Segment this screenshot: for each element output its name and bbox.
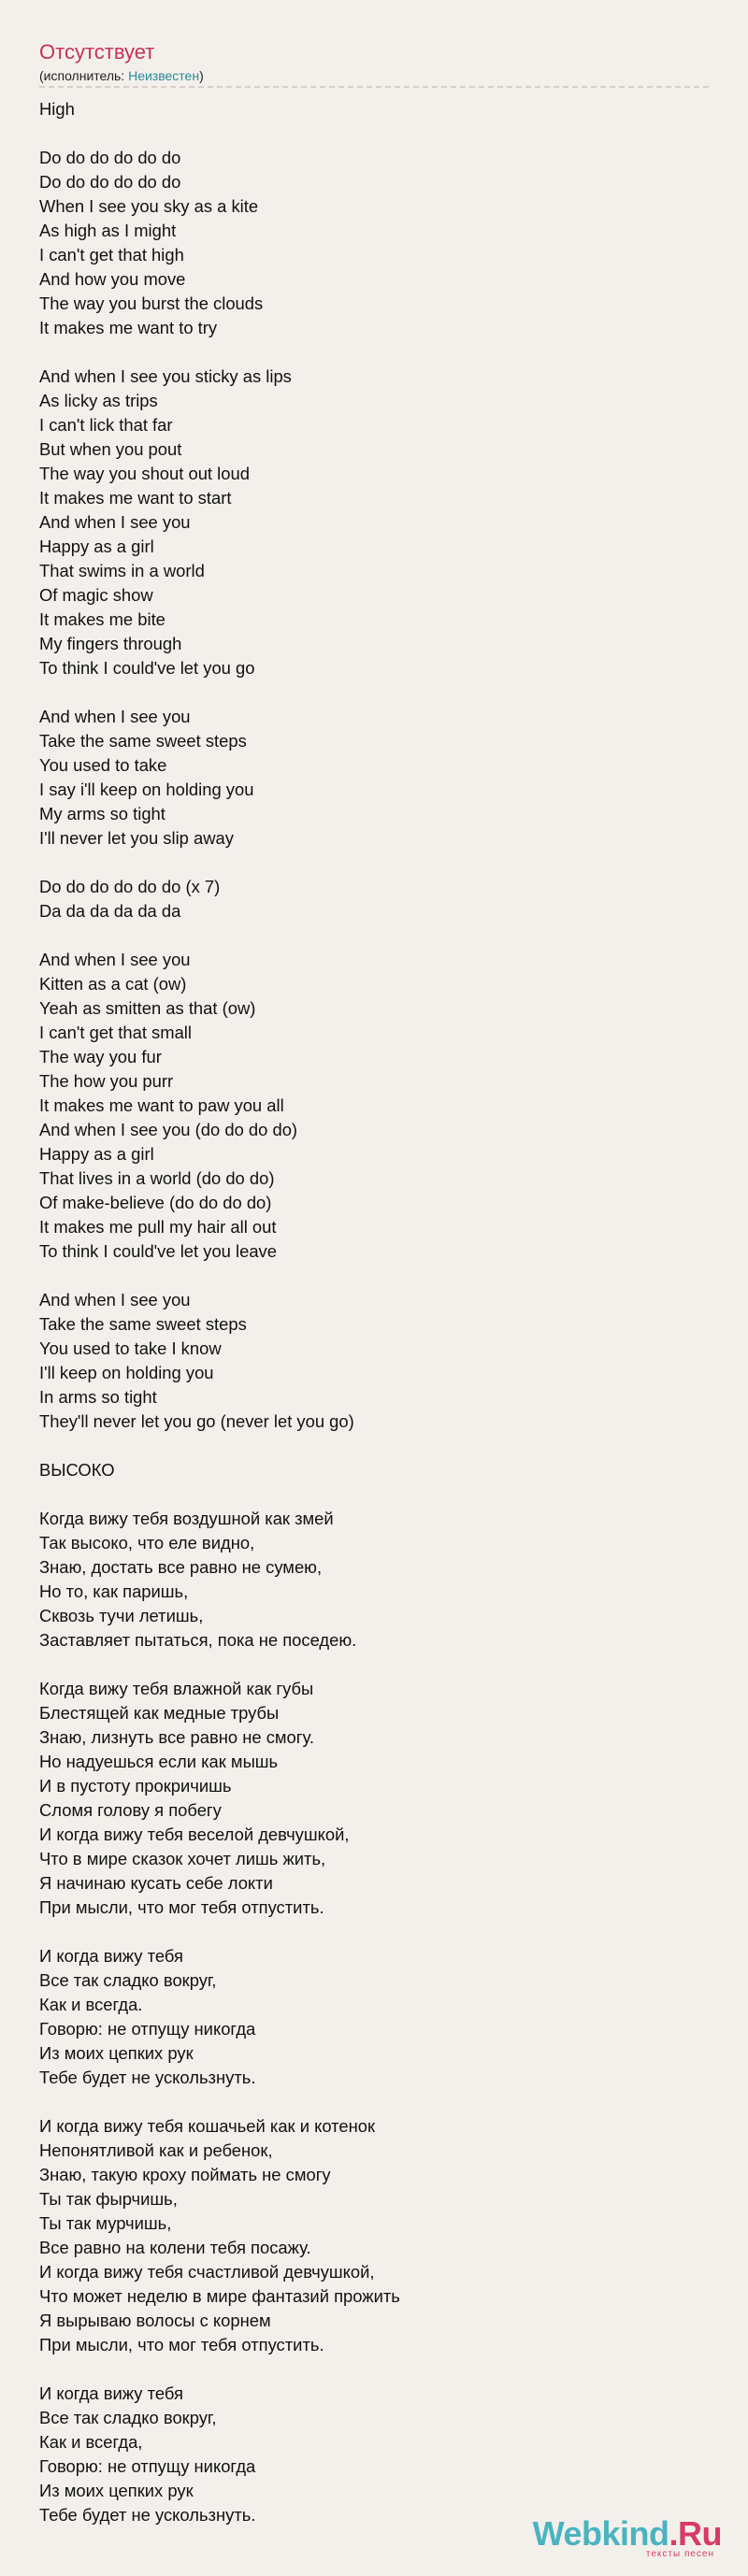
lyric-line: The way you burst the clouds xyxy=(39,293,264,313)
lyric-line: И когда вижу тебя веселой девчушкой, xyxy=(39,1825,350,1844)
lyric-line: To think I could've let you leave xyxy=(39,1241,277,1261)
lyric-line: Блестящей как медные трубы xyxy=(39,1703,280,1723)
lyric-line: ВЫСОКО xyxy=(39,1460,115,1480)
lyric-line: Yeah as smitten as that (ow) xyxy=(39,998,256,1018)
lyric-line: И в пустоту прокричишь xyxy=(39,1776,232,1796)
lyric-line: И когда вижу тебя xyxy=(39,1946,183,1966)
lyric-line: Я начинаю кусать себе локти xyxy=(39,1873,273,1893)
stanza-break xyxy=(39,851,709,875)
lyric-line: Что в мире сказок хочет лишь жить, xyxy=(39,1849,326,1868)
lyric-line: Непонятливой как и ребенок, xyxy=(39,2140,273,2160)
lyric-line: That swims in a world xyxy=(39,561,205,580)
lyric-line: My fingers through xyxy=(39,634,182,653)
stanza-break xyxy=(39,340,709,365)
lyric-line: The way you shout out loud xyxy=(39,464,250,483)
lyric-line: It makes me bite xyxy=(39,609,165,629)
lyric-line: При мысли, что мог тебя отпустить. xyxy=(39,2335,324,2354)
lyric-line: When I see you sky as a kite xyxy=(39,196,259,216)
lyric-line: Знаю, достать все равно не сумею, xyxy=(39,1557,323,1577)
lyric-line: Как и всегда, xyxy=(39,2432,143,2452)
stanza-break xyxy=(39,2090,709,2114)
lyric-line: Говорю: не отпущу никогда xyxy=(39,2456,256,2476)
lyric-line: Знаю, такую кроху поймать не смогу xyxy=(39,2165,331,2184)
lyric-line: You used to take xyxy=(39,755,167,775)
lyric-line: I say i'll keep on holding you xyxy=(39,780,254,799)
lyric-line: Take the same sweet steps xyxy=(39,731,247,751)
lyric-line: И когда вижу тебя кошачьей как и котенок xyxy=(39,2116,376,2136)
logo-ru: .Ru xyxy=(669,2514,722,2553)
lyric-line: It makes me pull my hair all out xyxy=(39,1217,277,1237)
stanza-break xyxy=(39,1482,709,1507)
stanza-break xyxy=(39,1653,709,1677)
stanza-break xyxy=(39,1920,709,1944)
lyric-line: It makes me want to try xyxy=(39,318,218,337)
artist-link[interactable]: Неизвестен xyxy=(128,68,200,83)
lyric-line: Do do do do do do xyxy=(39,148,181,167)
lyrics-body xyxy=(39,97,709,2527)
lyric-line: Сломя голову я побегу xyxy=(39,1800,222,1820)
lyric-line: И когда вижу тебя xyxy=(39,2383,183,2403)
lyric-line: Take the same sweet steps xyxy=(39,1314,247,1334)
stanza-break xyxy=(39,1264,709,1288)
stanza-break xyxy=(39,1434,709,1458)
lyric-line: And when I see you xyxy=(39,1290,191,1309)
lyric-line: Что может неделю в мире фантазий прожить xyxy=(39,2286,400,2306)
logo-tagline: тексты песен xyxy=(645,2549,714,2559)
lyric-line: Kitten as a cat (ow) xyxy=(39,974,187,994)
lyric-line: Ты так мурчишь, xyxy=(39,2213,172,2233)
lyric-line: Все равно на колени тебя посажу. xyxy=(39,2238,311,2257)
lyric-line: Знаю, лизнуть все равно не смогу. xyxy=(39,1727,314,1747)
lyric-line: Но то, как паришь, xyxy=(39,1581,189,1601)
logo-wordmark xyxy=(533,2515,722,2553)
lyric-line: Но надуешься если как мышь xyxy=(39,1752,279,1771)
lyric-line: Da da da da da da xyxy=(39,901,181,921)
lyric-line: Сквозь тучи летишь, xyxy=(39,1606,204,1625)
lyric-line: And how you move xyxy=(39,269,186,289)
lyric-line: Когда вижу тебя влажной как губы xyxy=(39,1679,314,1698)
lyric-line: It makes me want to paw you all xyxy=(39,1095,284,1115)
lyric-line: And when I see you (do do do do) xyxy=(39,1120,298,1139)
lyric-line: But when you pout xyxy=(39,439,182,459)
artist-suffix: ) xyxy=(199,68,204,83)
lyric-line: You used to take I know xyxy=(39,1338,222,1358)
lyric-line: I can't get that high xyxy=(39,245,184,265)
lyric-line: In arms so tight xyxy=(39,1387,157,1407)
lyric-line: Of make-believe (do do do do) xyxy=(39,1193,272,1212)
stanza-break xyxy=(39,122,709,146)
lyric-line: Говорю: не отпущу никогда xyxy=(39,2019,256,2039)
lyric-line: Из моих цепких рук xyxy=(39,2043,194,2063)
lyric-line: Тебе будет не ускользнуть. xyxy=(39,2068,256,2087)
artist-line xyxy=(39,67,204,84)
lyric-line: Happy as a girl xyxy=(39,537,154,556)
lyric-line: As licky as trips xyxy=(39,391,158,410)
stanza-break xyxy=(39,923,709,948)
lyric-line: Как и всегда. xyxy=(39,1995,143,2014)
lyric-line: Ты так фырчишь, xyxy=(39,2189,178,2209)
lyric-line: Все так сладко вокруг, xyxy=(39,1970,217,1990)
logo-kind: kind xyxy=(601,2514,669,2553)
lyric-line: Do do do do do do (x 7) xyxy=(39,877,221,896)
lyric-line: Happy as a girl xyxy=(39,1144,154,1164)
lyric-line: The way you fur xyxy=(39,1047,162,1066)
lyric-line: And when I see you sticky as lips xyxy=(39,366,292,386)
lyric-line: При мысли, что мог тебя отпустить. xyxy=(39,1897,324,1917)
lyric-line: Все так сладко вокруг, xyxy=(39,2408,217,2427)
stanza-break xyxy=(39,680,709,705)
lyric-line: Когда вижу тебя воздушной как змей xyxy=(39,1509,334,1528)
lyric-line: The how you purr xyxy=(39,1071,174,1091)
lyric-line: And when I see you xyxy=(39,950,191,969)
lyric-line: And when I see you xyxy=(39,707,191,726)
stanza-break xyxy=(39,2357,709,2382)
header-divider xyxy=(39,86,709,88)
lyric-line: I can't lick that far xyxy=(39,415,173,435)
lyric-line: Заставляет пытаться, пока не поседею. xyxy=(39,1630,357,1650)
lyric-line: Так высоко, что еле видно, xyxy=(39,1533,255,1553)
webkind-logo[interactable] xyxy=(533,2515,722,2559)
lyric-line: As high as I might xyxy=(39,221,177,240)
lyric-line: To think I could've let you go xyxy=(39,658,255,678)
lyric-line: That lives in a world (do do do) xyxy=(39,1168,275,1188)
lyric-line: High xyxy=(39,99,75,119)
lyric-line: My arms so tight xyxy=(39,804,165,823)
lyric-line: Do do do do do do xyxy=(39,172,181,192)
lyric-line: Of magic show xyxy=(39,585,153,605)
lyric-line: I'll keep on holding you xyxy=(39,1363,214,1382)
lyric-line: It makes me want to start xyxy=(39,488,232,508)
lyric-line: I can't get that small xyxy=(39,1023,192,1042)
lyric-line: Из моих цепких рук xyxy=(39,2481,194,2500)
lyric-line: I'll never let you slip away xyxy=(39,828,234,848)
lyric-line: Тебе будет не ускользнуть. xyxy=(39,2505,256,2525)
lyric-line: They'll never let you go (never let you go) xyxy=(39,1411,354,1431)
artist-prefix: (исполнитель: xyxy=(39,68,129,83)
song-title: Отсутствует xyxy=(39,40,155,64)
logo-web: Web xyxy=(532,2514,602,2553)
song-header xyxy=(39,39,204,84)
lyric-line: And when I see you xyxy=(39,512,191,532)
lyric-line: И когда вижу тебя счастливой девчушкой, xyxy=(39,2262,375,2282)
lyric-line: Я вырываю волосы с корнем xyxy=(39,2311,271,2330)
